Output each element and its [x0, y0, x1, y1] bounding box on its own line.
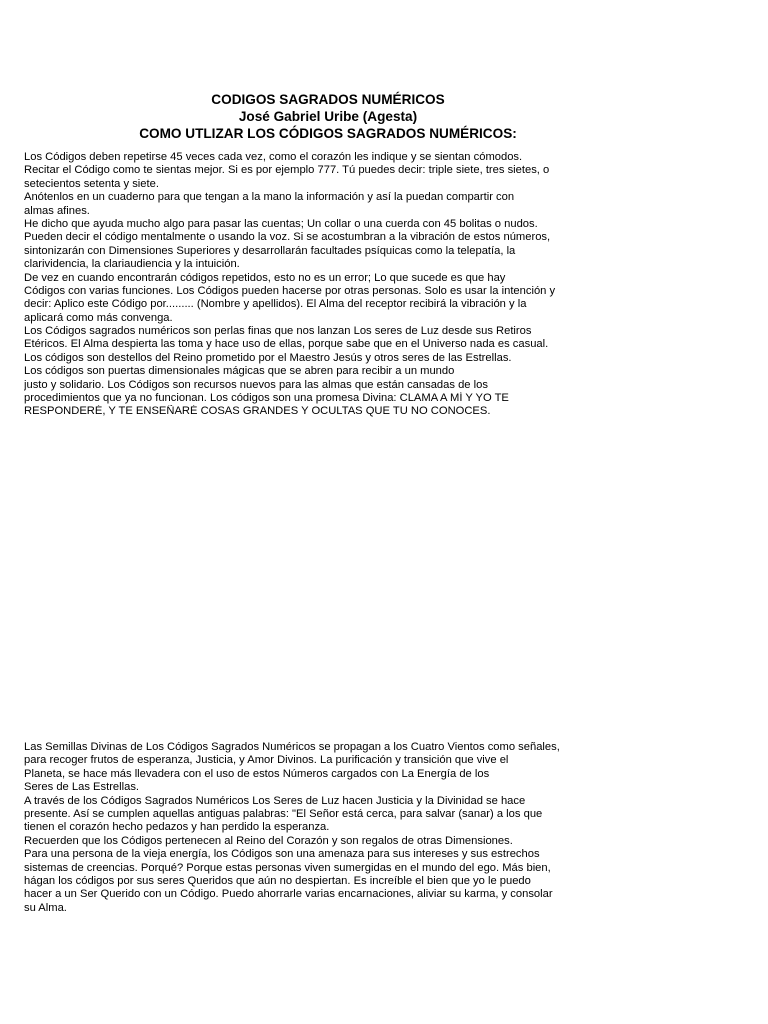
seeds-text-block	[24, 741, 644, 915]
text-line: procedimientos que ya no funcionan. Los códigos son una promesa Divina: CLAMA A MÍ Y YO TE	[24, 392, 509, 405]
text-line: hágan los códigos por sus seres Queridos que aún no despiertan. Es increíble el bien que yo le puedo	[24, 874, 531, 887]
text-line: RESPONDERÉ, Y TE ENSEÑARÉ COSAS GRANDES Y OCULTAS QUE TU NO CONOCES.	[24, 405, 491, 418]
document-header	[0, 91, 656, 142]
text-line: A través de los Códigos Sagrados Numéricos Los Seres de Luz hacen Justicia y la Divinidad se hace	[24, 794, 526, 807]
text-line: aplicará como más convenga.	[24, 311, 173, 324]
instructions-text-block	[24, 151, 644, 419]
text-line: Para una persona de la vieja energía, los Códigos son una amenaza para sus intereses y sus estrechos	[24, 848, 540, 861]
text-line: Pueden decir el código mentalmente o usando la voz. Si se acostumbran a la vibración de estos números,	[24, 231, 551, 244]
text-line: presente. Así se cumplen aquellas antiguas palabras: "El Señor está cerca, para salvar (sanar) a los que	[24, 807, 543, 820]
text-line: almas afines.	[24, 204, 90, 217]
text-line: decir: Aplico este Código por......... (Nombre y apellidos). El Alma del receptor recibirá la vibración y la	[24, 298, 527, 311]
text-line: Los Códigos deben repetirse 45 veces cada vez, como el corazón les indique y se sientan cómodos.	[24, 151, 523, 163]
text-line: sistemas de creencias. Porqué? Porque estas personas viven sumergidas en el mundo del ego. Más bien,	[24, 861, 551, 874]
text-line: hacer a un Ser Querido con un Código. Puedo ahorrarle varias encarnaciones, aliviar su karma, y consolar	[24, 888, 553, 901]
text-line: setecientos setenta y siete.	[24, 177, 159, 190]
text-line: He dicho que ayuda mucho algo para pasar las cuentas; Un collar o una cuerda con 45 bolitas o nudos.	[24, 217, 538, 230]
text-line: tienen el corazón hecho pedazos y han perdido la esperanza.	[24, 821, 330, 834]
text-line: Recitar el Código como te sientas mejor. Si es por ejemplo 777. Tú puedes decir: triple siete, tres sietes, o	[24, 164, 550, 177]
text-line: clarividencia, la clariaudiencia y la intuición.	[24, 258, 240, 271]
text-line: Los códigos son puertas dimensionales mágicas que se abren para recibir a un mundo	[24, 365, 455, 378]
text-line: Etéricos. El Alma despierta las toma y hace uso de ellas, porque sabe que en el Universo nada es casual.	[24, 338, 549, 351]
text-line: Los Códigos sagrados numéricos son perlas finas que nos lanzan Los seres de Luz desde sus Retiros	[24, 325, 532, 338]
text-line: Las Semillas Divinas de Los Códigos Sagrados Numéricos se propagan a los Cuatro Vientos como señales,	[24, 741, 560, 753]
text-line: Recuerden que los Códigos pertenecen al Reino del Corazón y son regalos de otras Dimensiones.	[24, 834, 513, 847]
text-line: justo y solidario. Los Códigos son recursos nuevos para las almas que están cansadas de los	[24, 378, 488, 391]
text-line: Anótenlos en un cuaderno para que tengan a la mano la información y así la puedan compartir con	[24, 191, 515, 204]
text-line: Códigos con varias funciones. Los Códigos pueden hacerse por otras personas. Solo es usar la intención y	[24, 284, 556, 297]
document-author: José Gabriel Uribe (Agesta)	[238, 109, 418, 124]
text-line: De vez en cuando encontrarán códigos repetidos, esto no es un error; Lo que sucede es que hay	[24, 271, 506, 284]
text-line: para recoger frutos de esperanza, Justicia, y Amor Divinos. La purificación y transición que vive el	[24, 754, 509, 767]
text-line: Los códigos son destellos del Reino prometido por el Maestro Jesús y otros seres de las Estrellas.	[24, 351, 512, 364]
document-title: CODIGOS SAGRADOS NUMÉRICOS	[211, 92, 445, 107]
text-line: sintonizarán con Dimensiones Superiores y desarrollarán facultades psíquicas como la telepatía, la	[24, 244, 516, 257]
text-line: Planeta, se hace más llevadera con el uso de estos Números cargados con La Energía de los	[24, 767, 490, 780]
text-line: su Alma.	[24, 901, 67, 914]
document-subtitle: COMO UTLIZAR LOS CÓDIGOS SAGRADOS NUMÉRICOS:	[139, 126, 517, 141]
text-line: Seres de Las Estrellas.	[24, 781, 140, 794]
